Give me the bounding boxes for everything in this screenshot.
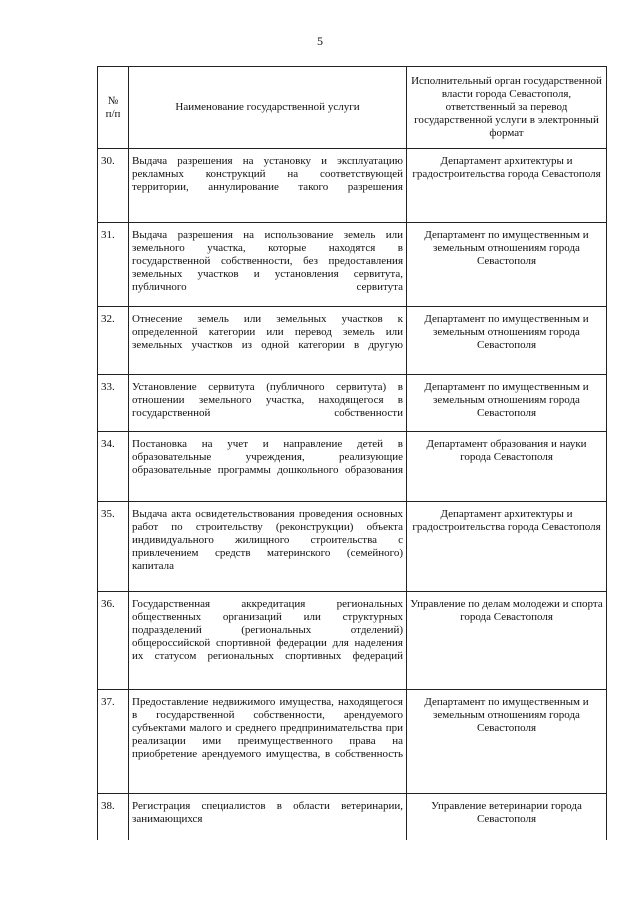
row-number: 36. <box>98 592 129 690</box>
responsible-department: Управление по делам молодежи и спорта города Севастополя <box>407 592 607 690</box>
table-row <box>98 794 607 840</box>
row-number: 30. <box>98 149 129 223</box>
page-number: 5 <box>317 34 323 48</box>
table-row <box>98 375 607 432</box>
service-name: Выдача разрешения на установку и эксплуатацию рекламных конструкций на соответствующей территории, аннулирование такого разрешения <box>129 149 407 223</box>
table-row <box>98 223 607 307</box>
responsible-department: Департамент по имущественным и земельным отношениям города Севастополя <box>407 690 607 794</box>
responsible-department: Департамент архитектуры и градостроительства города Севастополя <box>407 502 607 592</box>
services-table <box>97 66 607 840</box>
row-number: 31. <box>98 223 129 307</box>
table-row <box>98 690 607 794</box>
service-name: Установление сервитута (публичного сервитута) в отношении земельного участка, находящегося в государственной собственности <box>129 375 407 432</box>
service-name: Отнесение земель или земельных участков к определенной категории или перевод земель или земельных участков из одной категории в другую <box>129 307 407 375</box>
header-responsible-body: Исполнительный орган государственной власти города Севастополя, ответственный за перевод государственной услуги в электронный формат <box>407 67 607 149</box>
header-service-name: Наименование государственной услуги <box>129 67 407 149</box>
table-row <box>98 432 607 502</box>
header-number: № п/п <box>98 67 129 149</box>
table-row <box>98 149 607 223</box>
responsible-department: Департамент образования и науки города Севастополя <box>407 432 607 502</box>
responsible-department: Управление ветеринарии города Севастополя <box>407 794 607 840</box>
service-name: Выдача разрешения на использование земель или земельного участка, которые находятся в государственной собственности, без предоставления земельных участков и установления сервитута, публичного сервитута <box>129 223 407 307</box>
row-number: 38. <box>98 794 129 840</box>
row-number: 35. <box>98 502 129 592</box>
table-header-row <box>98 67 607 149</box>
responsible-department: Департамент по имущественным и земельным отношениям города Севастополя <box>407 375 607 432</box>
service-name: Государственная аккредитация региональных общественных организаций или структурных подразделений (региональных отделений) общероссийской спортивной федерации для наделения их статусом региональных спортивных федераций <box>129 592 407 690</box>
table-row <box>98 502 607 592</box>
service-name: Предоставление недвижимого имущества, находящегося в государственной собственности, арендуемого субъектами малого и среднего предпринимательства при реализации ими преимущественного права на приобретение арендуемого имущества, в собственность <box>129 690 407 794</box>
responsible-department: Департамент по имущественным и земельным отношениям города Севастополя <box>407 223 607 307</box>
service-name: Регистрация специалистов в области ветеринарии, занимающихся <box>129 794 407 840</box>
responsible-department: Департамент по имущественным и земельным отношениям города Севастополя <box>407 307 607 375</box>
service-name: Выдача акта освидетельствования проведения основных работ по строительству (реконструкции) объекта индивидуального жилищного строительства с привлечением средств материнского (семейного) капитала <box>129 502 407 592</box>
table-row <box>98 592 607 690</box>
responsible-department: Департамент архитектуры и градостроительства города Севастополя <box>407 149 607 223</box>
row-number: 37. <box>98 690 129 794</box>
row-number: 32. <box>98 307 129 375</box>
row-number: 34. <box>98 432 129 502</box>
service-name: Постановка на учет и направление детей в образовательные учреждения, реализующие образовательные программы дошкольного образования <box>129 432 407 502</box>
row-number: 33. <box>98 375 129 432</box>
table-row <box>98 307 607 375</box>
